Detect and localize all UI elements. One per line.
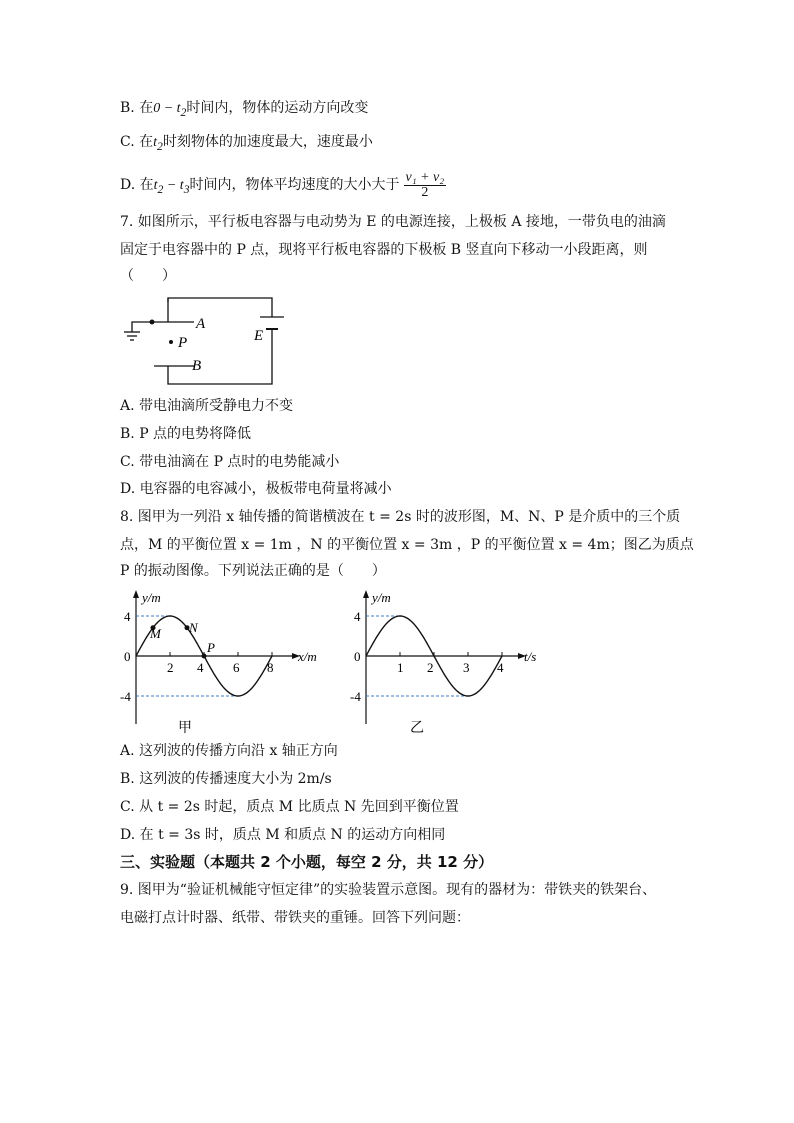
- section-3-title: 三、实验题（本题共 2 个小题，每空 2 分，共 12 分）: [120, 853, 494, 871]
- yi-xtick-1: 1: [397, 660, 404, 675]
- q7-option-d: D. 电容器的电容减小，极板带电荷量将减小: [120, 481, 392, 497]
- jia-xlabel: x/m: [298, 649, 317, 664]
- yi-caption: 乙: [410, 721, 424, 736]
- jia-ytick-4: 4: [124, 609, 131, 624]
- jia-xtick-6: 6: [233, 660, 240, 675]
- q6-option-b-sub: 2: [180, 105, 187, 119]
- q6-option-d-sub: 2: [157, 182, 164, 196]
- q8-option-d: D. 在 t = 3s 时，质点 M 和质点 N 的运动方向相同: [120, 827, 446, 843]
- yi-ytick-0: 0: [354, 649, 361, 664]
- fraction-denominator: 2: [421, 184, 429, 200]
- q6-option-c-prefix: C. 在: [120, 134, 154, 150]
- yi-ytick-4: 4: [354, 609, 361, 624]
- point-p: [202, 654, 207, 659]
- q7-option-a: A. 带电油滴所受静电力不变: [120, 398, 294, 414]
- jia-ylabel: y/m: [142, 590, 161, 605]
- q6-option-d-sub2: 3: [183, 182, 190, 196]
- jia-xtick-2: 2: [167, 660, 174, 675]
- q6-option-b-prefix: B. 在: [120, 100, 154, 116]
- q7-stem-line3: （ ）: [120, 268, 176, 284]
- q6-option-d-text: 时间内，物体平均速度的大小大于: [189, 177, 400, 193]
- q6-option-c-sub: 2: [157, 139, 163, 153]
- jia-ytick-neg4: -4: [120, 689, 131, 704]
- q9-line1: 9. 图甲为“验证机械能守恒定律”的实验装置示意图。现有的器材为：带铁夹的铁架台、: [120, 882, 657, 898]
- plate-a-label: A: [196, 316, 206, 332]
- q6-option-b-var: 0 − t: [153, 101, 181, 116]
- q6-option-b-text: 时间内，物体的运动方向改变: [186, 100, 369, 116]
- plate-b-label: B: [192, 358, 202, 374]
- q6-option-c-text: 时刻物体的加速度最大，速度最小: [162, 134, 373, 150]
- capacitor-circuit-diagram: [120, 292, 290, 388]
- q7-option-b: B. P 点的电势将降低: [120, 426, 252, 442]
- q6-option-d-prefix: D. 在: [120, 177, 154, 193]
- q7-stem-line2: 固定于电容器中的 P 点，现将平行板电容器的下极板 B 竖直向下移动一小段距离，则: [120, 242, 648, 258]
- jia-xtick-4: 4: [197, 660, 204, 675]
- fraction-numerator: v₁ + v₂: [405, 169, 445, 185]
- q7-stem-line1: 7. 如图所示，平行板电容器与电动势为 E 的电源连接，上极板 A 接地，一带负电的油滴: [120, 214, 666, 230]
- q6-option-d-mid: − t: [163, 178, 184, 193]
- yi-ytick-neg4: -4: [350, 689, 361, 704]
- yi-ylabel: y/m: [372, 590, 391, 605]
- jia-xtick-8: 8: [267, 660, 274, 675]
- q6-option-c-var: t: [153, 135, 158, 150]
- q8-stem-line3: P 的振动图像。下列说法正确的是（ ）: [120, 563, 386, 579]
- q8-stem-line2: 点，M 的平衡位置 x = 1m ，N 的平衡位置 x = 3m ，P 的平衡位置 x = 4m；图乙为质点: [120, 537, 694, 553]
- q6-option-d-fraction: [404, 171, 447, 200]
- yi-xtick-2: 2: [427, 660, 434, 675]
- q8-stem-line1: 8. 图甲为一列沿 x 轴传播的简谐横波在 t = 2s 时的波形图，M、N、P 是介质中的三个质: [120, 509, 681, 525]
- yi-xtick-3: 3: [463, 660, 470, 675]
- jia-ytick-0: 0: [124, 649, 131, 664]
- q8-option-a: A. 这列波的传播方向沿 x 轴正方向: [120, 743, 338, 759]
- q6-option-b: [120, 98, 368, 123]
- q8-option-b: B. 这列波的传播速度大小为 2m/s: [120, 771, 332, 787]
- graph-yi-vibration: [342, 586, 552, 738]
- yi-xtick-4: 4: [497, 660, 504, 675]
- jia-caption: 甲: [178, 721, 192, 736]
- q8-option-c: C. 从 t = 2s 时起，质点 M 比质点 N 先回到平衡位置: [120, 799, 459, 815]
- point-p-label: P: [178, 335, 188, 351]
- q7-option-c: C. 带电油滴在 P 点时的电势能减小: [120, 454, 340, 470]
- q9-line2: 电磁打点计时器、纸带、带铁夹的重锤。回答下列问题：: [120, 910, 470, 926]
- point-n-label: N: [189, 620, 198, 635]
- graph-jia-wave: [112, 586, 332, 738]
- q6-option-c: [120, 132, 373, 157]
- q6-option-d: [120, 168, 446, 207]
- point-p-graph-label: P: [207, 640, 215, 655]
- q6-option-d-var: t: [153, 178, 158, 193]
- battery-e-label: E: [254, 328, 264, 344]
- yi-xlabel: t/s: [524, 649, 537, 664]
- point-m-label: M: [150, 626, 161, 641]
